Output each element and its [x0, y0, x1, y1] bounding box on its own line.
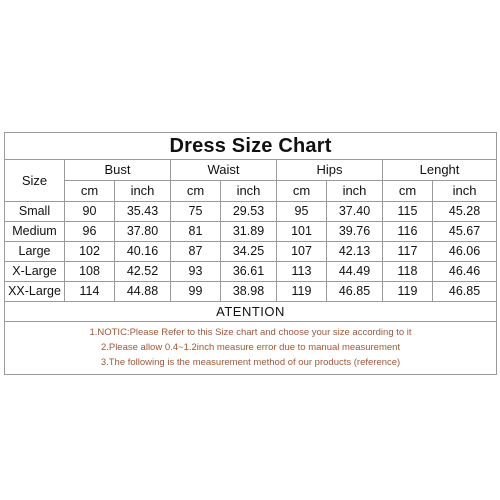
table-cell: 101 [277, 222, 327, 242]
table-row [5, 262, 497, 282]
table-cell: 35.43 [115, 202, 171, 222]
table-cell: 116 [383, 222, 433, 242]
size-label: Large [5, 242, 65, 262]
table-cell: 46.06 [433, 242, 497, 262]
hips-header: Hips [277, 160, 383, 181]
table-cell: 118 [383, 262, 433, 282]
table-cell: 34.25 [221, 242, 277, 262]
table-cell: 39.76 [327, 222, 383, 242]
unit-header: cm [65, 181, 115, 202]
table-cell: 46.46 [433, 262, 497, 282]
table-cell: 117 [383, 242, 433, 262]
table-cell: 81 [171, 222, 221, 242]
table-cell: 44.88 [115, 282, 171, 302]
unit-header: inch [115, 181, 171, 202]
unit-header: inch [433, 181, 497, 202]
size-chart [4, 132, 496, 375]
chart-title: Dress Size Chart [5, 133, 497, 160]
table-cell: 37.80 [115, 222, 171, 242]
table-cell: 42.52 [115, 262, 171, 282]
table-cell: 113 [277, 262, 327, 282]
table-cell: 95 [277, 202, 327, 222]
table-cell: 119 [383, 282, 433, 302]
table-cell: 115 [383, 202, 433, 222]
table-cell: 96 [65, 222, 115, 242]
unit-header: cm [171, 181, 221, 202]
size-label: Small [5, 202, 65, 222]
table-cell: 46.85 [327, 282, 383, 302]
table-cell: 107 [277, 242, 327, 262]
table-row [5, 222, 497, 242]
unit-header: cm [277, 181, 327, 202]
table-cell: 99 [171, 282, 221, 302]
size-header: Size [5, 160, 65, 202]
table-cell: 46.85 [433, 282, 497, 302]
notes-block [5, 322, 497, 375]
table-cell: 36.61 [221, 262, 277, 282]
table-cell: 42.13 [327, 242, 383, 262]
waist-header: Waist [171, 160, 277, 181]
table-cell: 29.53 [221, 202, 277, 222]
table-cell: 87 [171, 242, 221, 262]
table-cell: 90 [65, 202, 115, 222]
size-label: X-Large [5, 262, 65, 282]
table-cell: 93 [171, 262, 221, 282]
table-cell: 37.40 [327, 202, 383, 222]
attention-heading: ATENTION [5, 302, 497, 322]
table-row [5, 202, 497, 222]
table-cell: 108 [65, 262, 115, 282]
size-label: Medium [5, 222, 65, 242]
size-chart-table [4, 132, 497, 375]
table-cell: 38.98 [221, 282, 277, 302]
size-label: XX-Large [5, 282, 65, 302]
note-line: 1.NOTIC:Please Refer to this Size chart and choose your size according to it [89, 327, 412, 338]
length-header: Lenght [383, 160, 497, 181]
table-cell: 31.89 [221, 222, 277, 242]
table-cell: 45.28 [433, 202, 497, 222]
bust-header: Bust [65, 160, 171, 181]
table-cell: 102 [65, 242, 115, 262]
unit-header: inch [221, 181, 277, 202]
table-cell: 75 [171, 202, 221, 222]
unit-header: inch [327, 181, 383, 202]
table-cell: 45.67 [433, 222, 497, 242]
unit-header: cm [383, 181, 433, 202]
table-cell: 44.49 [327, 262, 383, 282]
table-row [5, 242, 497, 262]
note-line: 2.Please allow 0.4~1.2inch measure error due to manual measurement [100, 342, 401, 353]
table-row [5, 282, 497, 302]
table-cell: 114 [65, 282, 115, 302]
note-line: 3.The following is the measurement method of our products (reference) [100, 357, 401, 368]
table-cell: 40.16 [115, 242, 171, 262]
table-cell: 119 [277, 282, 327, 302]
